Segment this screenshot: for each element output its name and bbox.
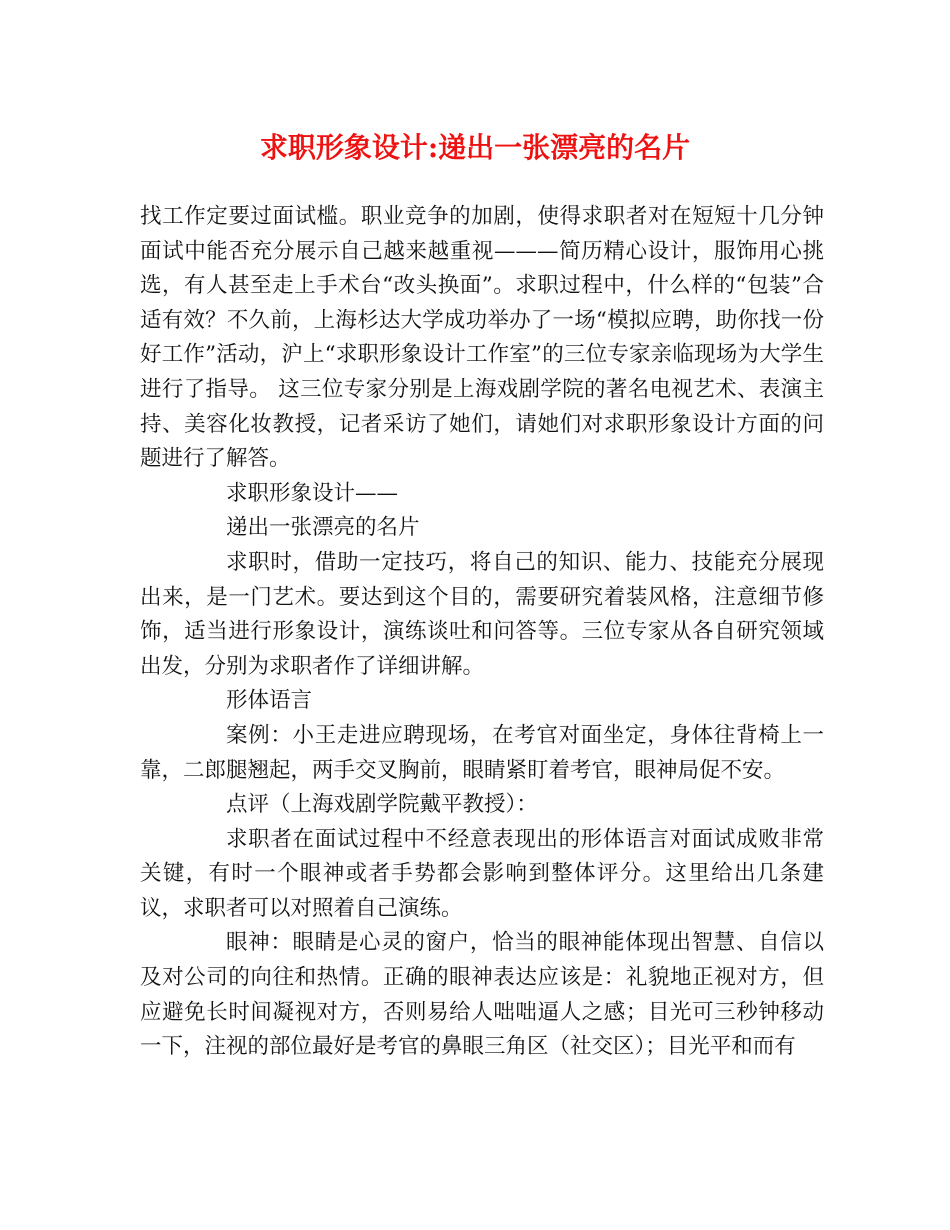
section-heading-line-1: 求职形象设计—— xyxy=(226,480,399,506)
intro-paragraph: 找工作定要过面试槛。职业竞争的加剧，使得求职者对在短短十几分钟面试中能否充分展示自己越来越重视———简历精心设计，服饰用心挑选，有人甚至走上手术台“改头换面”。求职过程中，什么样的“包装”合适有效？不久前，上海杉达大学成功举办了一场“模拟应聘，助你找一份好工作”活动，沪上“求职形象设计工作室”的三位专家亲临现场为大学生进行了指导。 这三位专家分别是上海戏剧学院的著名电视艺术、表演主持、美容化妆教授，记者采访了她们，请她们对求职形象设计方面的问题进行了解答。 xyxy=(140,204,824,472)
comment-heading: 点评（上海戏剧学院戴平教授）： xyxy=(226,792,538,818)
eye-contact-paragraph: 眼神：眼睛是心灵的窗户，恰当的眼神能体现出智慧、自信以及对公司的向往和热情。正确的眼神表达应该是：礼貌地正视对方，但应避免长时间凝视对方，否则易给人咄咄逼人之感；目光可三秒钟移动一下，注视的部位最好是考官的鼻眼三角区（社交区）；目光平和而有 xyxy=(140,930,824,1060)
case-paragraph: 案例：小王走进应聘现场，在考官对面坐定，身体往背椅上一靠，二郎腿翘起，两手交叉胸前，眼睛紧盯着考官，眼神局促不安。 xyxy=(140,722,824,783)
subheading-body-language: 形体语言 xyxy=(226,688,313,714)
overview-paragraph: 求职时，借助一定技巧，将自己的知识、能力、技能充分展现出来，是一门艺术。要达到这个目的，需要研究着装风格，注意细节修饰，适当进行形象设计，演练谈吐和问答等。三位专家从各自研究领域出发，分别为求职者作了详细讲解。 xyxy=(140,549,824,679)
document-title: 求职形象设计:递出一张漂亮的名片 xyxy=(259,131,691,164)
comment-paragraph: 求职者在面试过程中不经意表现出的形体语言对面试成败非常关键，有时一个眼神或者手势都会影响到整体评分。这里给出几条建议，求职者可以对照着自己演练。 xyxy=(140,826,824,921)
document-body xyxy=(140,200,824,1065)
section-heading-line-2: 递出一张漂亮的名片 xyxy=(226,515,420,541)
